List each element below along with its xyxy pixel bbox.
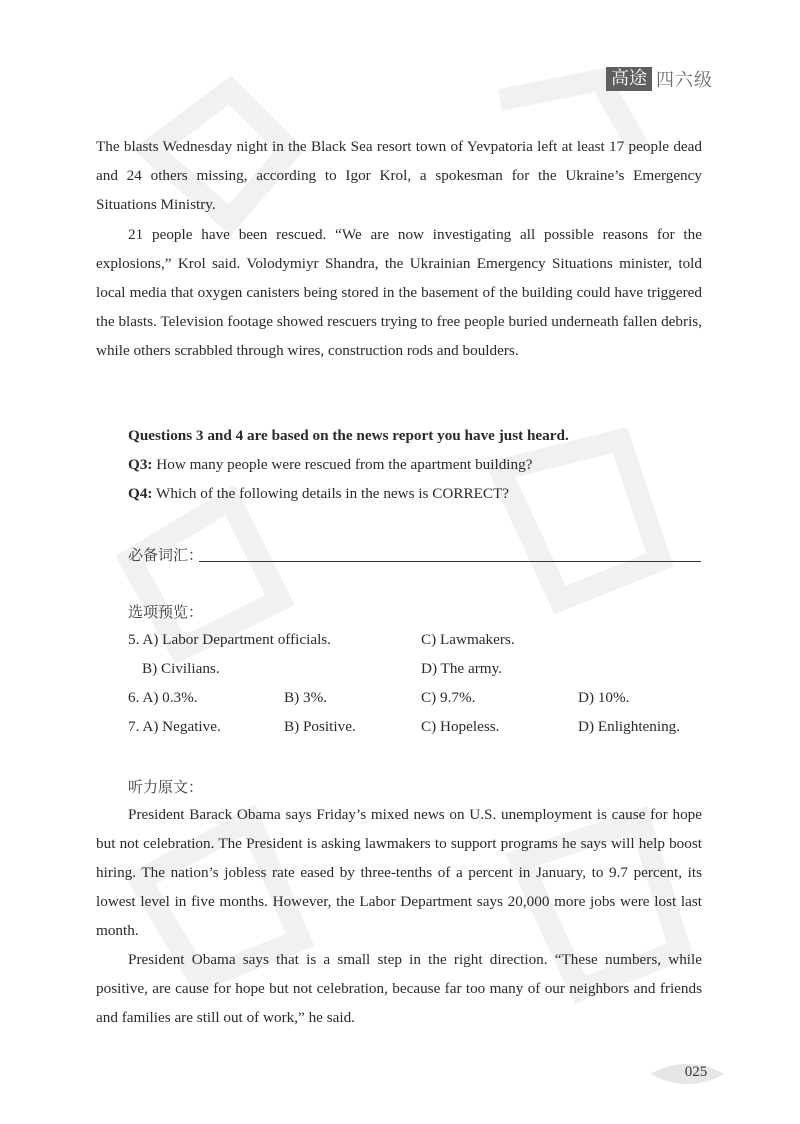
vocab-blank-line [199,560,701,562]
option-5b: B) Civilians. [142,660,220,677]
option-7a: 7. A) Negative. [128,718,221,735]
option-5a: 5. A) Labor Department officials. [128,631,331,648]
transcript-paragraph-2: President Obama says that is a small step in the right direction. “These numbers, while positive, are cause for hope but not celebration, because far too many of our neighbors and friends and families are still out of work,” he said. [96,951,702,1026]
question-3-text: How many people were rescued from the apartment building? [152,456,533,473]
question-4-text: Which of the following details in the news is CORRECT? [152,485,510,502]
option-6c: C) 9.7%. [421,689,476,706]
transcript-paragraph-1: President Barack Obama says Friday’s mixed news on U.S. unemployment is cause for hope but not celebration. The President is asking lawmakers to support programs he says will help boost hiring. The nation’s jobless rate eased by three-tenths of a percent in January, to 9.7 percent, its lowest level in five months. However, the Labor Department says 20,000 more jobs were lost last month. [96,806,702,939]
option-6a: 6. A) 0.3%. [128,689,198,706]
question-4-label: Q4: [128,485,153,502]
option-5c: C) Lawmakers. [421,631,515,648]
option-6b: B) 3%. [284,689,328,706]
brand-logo [606,66,713,92]
option-6d: D) 10%. [578,689,630,706]
brand-logo-text: 四六级 [656,70,713,91]
option-5d: D) The army. [421,660,502,677]
news-paragraph-1: The blasts Wednesday night in the Black Sea resort town of Yevpatoria left at least 17 people dead and 24 others missing, according to Igor Krol, a spokesman for the Ukraine’s Emergency Situations Ministry. [96,138,702,213]
question-4 [128,485,509,503]
questions-heading: Questions 3 and 4 are based on the news report you have just heard. [128,427,569,444]
page-number: 025 [684,1064,708,1080]
option-7c: C) Hopeless. [421,718,500,735]
question-3-label: Q3: [128,456,153,473]
transcript-label: 听力原文： [128,778,204,796]
news-paragraph-2: 21 people have been rescued. “We are now investigating all possible reasons for the explosions,” Krol said. Volodymiyr Shandra, the Ukrainian Emergency Situations minister, told local media that oxygen canisters being stored in the basement of the building could have triggered the blasts. Television footage showed rescuers trying to free people buried underneath fallen debris, while others scrabbled through wires, construction rods and boulders. [96,226,702,359]
vocab-label: 必备词汇： [128,546,204,564]
option-7d: D) Enlightening. [578,718,681,735]
question-3 [128,456,532,474]
brand-logo-box: 高途 [606,67,652,91]
option-7b: B) Positive. [284,718,356,735]
preview-label: 选项预览： [128,603,204,621]
